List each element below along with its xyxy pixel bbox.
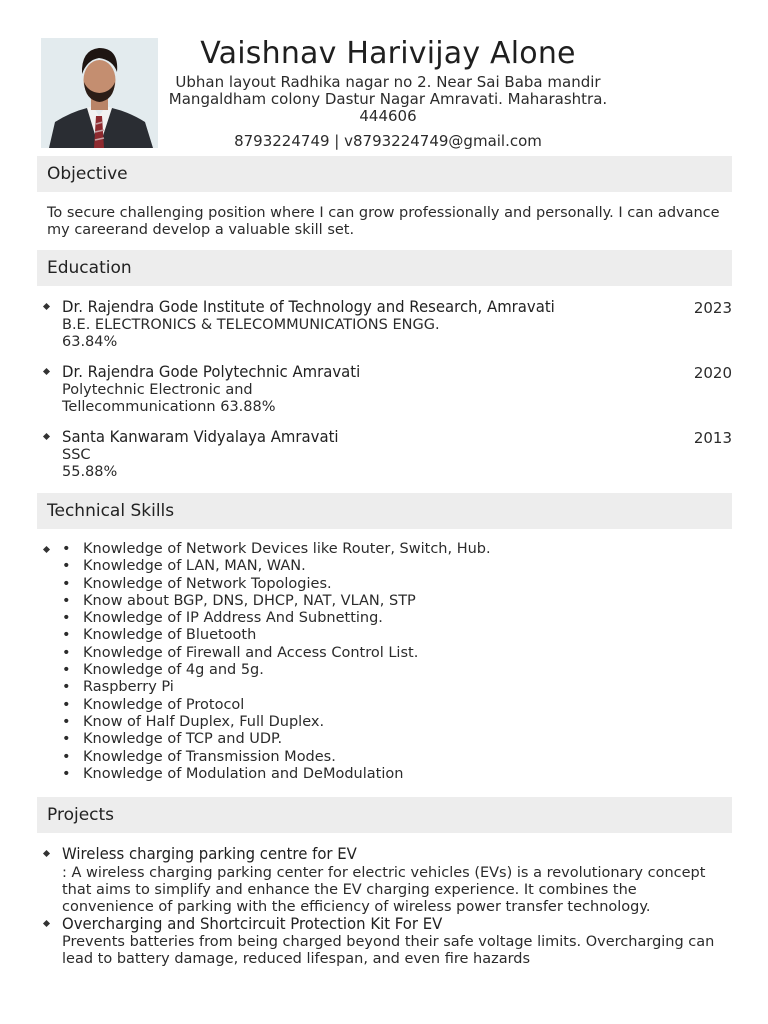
skill-item: • Knowledge of Modulation and DeModulation xyxy=(62,765,404,782)
profile-photo-image xyxy=(41,38,158,148)
skill-item: • Raspberry Pi xyxy=(62,679,174,696)
skill-item: • Knowledge of Transmission Modes. xyxy=(62,748,336,765)
skill-item: • Knowledge of Network Topologies. xyxy=(62,575,332,592)
project-description: : A wireless charging parking center for electric vehicles (EVs) is a revolutionary concept that aims to simplify and enhance the EV charging experience. It combines the convenience of parking with the efficiency of wireless power transfer technology. xyxy=(62,865,706,915)
education-year: 2023 xyxy=(693,299,732,317)
skill-item: • Knowledge of TCP and UDP. xyxy=(62,731,283,748)
education-degree: SSC xyxy=(62,447,91,463)
skill-item: • Know of Half Duplex, Full Duplex. xyxy=(62,713,325,730)
resume-header xyxy=(158,34,618,151)
skill-item: • Knowledge of 4g and 5g. xyxy=(62,662,264,679)
education-score: 63.84% xyxy=(62,334,118,350)
objective-text: To secure challenging position where I can grow professionally and personally. I can advance my careerand develop a valuable skill set. xyxy=(47,205,720,238)
education-degree: B.E. ELECTRONICS & TELECOMMUNICATIONS ENGG. xyxy=(62,317,440,333)
contact-info: 8793224749 | v8793224749@gmail.com xyxy=(234,132,542,150)
section-header-education: Education xyxy=(37,250,732,286)
project-description: Prevents batteries from being charged beyond their safe voltage limits. Overcharging can lead to battery damage, reduced lifespan, and even fire hazards xyxy=(62,934,715,967)
address-line-2: Mangaldham colony Dastur Nagar Amravati. Maharashtra. xyxy=(168,90,608,108)
bullet-icon xyxy=(43,850,50,857)
skill-item: • Knowledge of Firewall and Access Control List. xyxy=(62,644,419,661)
education-score: 55.88% xyxy=(62,464,118,480)
education-degree: Polytechnic Electronic and xyxy=(62,382,253,398)
skill-item: • Knowledge of Network Devices like Router, Switch, Hub. xyxy=(62,541,491,557)
bullet-icon xyxy=(43,920,50,927)
project-title: Overcharging and Shortcircuit Protection Kit For EV xyxy=(62,914,443,933)
section-header-objective: Objective xyxy=(37,156,732,192)
education-details xyxy=(62,382,276,416)
education-details xyxy=(62,447,117,481)
section-header-projects: Projects xyxy=(37,797,732,833)
education-institution: Dr. Rajendra Gode Institute of Technology and Research, Amravati xyxy=(62,297,555,316)
skill-item: • Knowledge of LAN, MAN, WAN. xyxy=(62,558,306,575)
address-line-1: Ubhan layout Radhika nagar no 2. Near Sai Baba mandir xyxy=(175,73,601,91)
skill-item: • Know about BGP, DNS, DHCP, NAT, VLAN, STP xyxy=(62,592,416,609)
bullet-icon xyxy=(43,368,50,375)
skills-list xyxy=(44,541,724,783)
candidate-name: Vaishnav Harivijay Alone xyxy=(200,36,576,71)
skill-item: • Knowledge of IP Address And Subnetting. xyxy=(62,610,383,627)
bullet-icon xyxy=(43,433,50,440)
education-score: Tellecommunicationn 63.88% xyxy=(62,399,276,415)
project-title: Wireless charging parking centre for EV xyxy=(62,844,357,863)
education-year: 2013 xyxy=(693,429,732,447)
profile-photo xyxy=(41,38,158,148)
bullet-icon xyxy=(43,303,50,310)
education-institution: Santa Kanwaram Vidyalaya Amravati xyxy=(62,427,339,446)
skill-item: • Knowledge of Bluetooth xyxy=(62,627,257,644)
address-line-3: 444606 xyxy=(359,107,417,125)
education-details xyxy=(62,317,440,351)
education-institution: Dr. Rajendra Gode Polytechnic Amravati xyxy=(62,362,361,381)
education-year: 2020 xyxy=(693,364,732,382)
section-header-skills: Technical Skills xyxy=(37,493,732,529)
skill-item: • Knowledge of Protocol xyxy=(62,696,245,713)
